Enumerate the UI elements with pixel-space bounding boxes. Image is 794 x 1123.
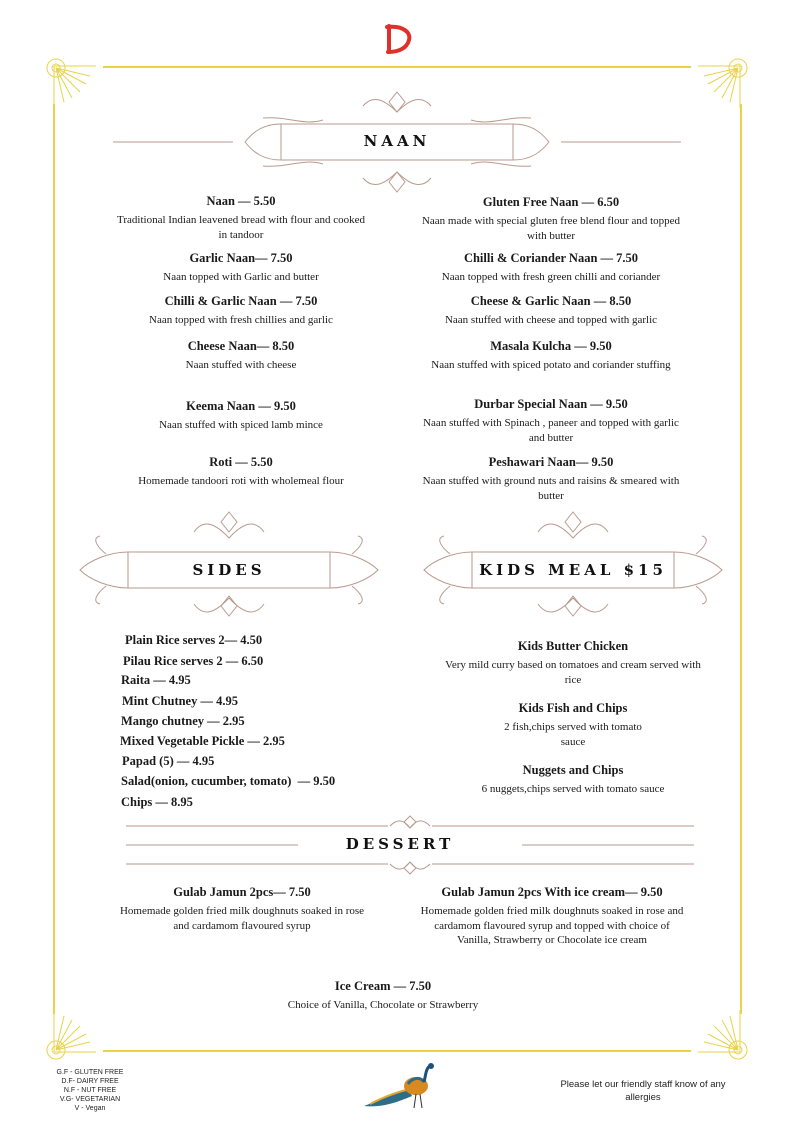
naan-item — [116, 455, 366, 489]
item-title: Cheese Naan— 8.50 — [187, 339, 295, 353]
item-title: Durbar Special Naan — 9.50 — [474, 397, 628, 411]
allergy-note: Please let our friendly staff know of any allergies — [560, 1079, 726, 1103]
corner-ornament-icon — [692, 1004, 748, 1060]
naan-item — [421, 195, 681, 243]
side-item: Papad (5) — 4.95 — [122, 754, 215, 768]
item-description: Naan stuffed with cheese — [185, 359, 297, 371]
item-title: Nuggets and Chips — [522, 763, 624, 777]
item-title: Gulab Jamun 2pcs— 7.50 — [173, 885, 311, 899]
naan-item — [116, 294, 366, 328]
item-title: Kids Fish and Chips — [518, 701, 628, 715]
item-title: Keema Naan — 9.50 — [186, 399, 296, 413]
restaurant-logo — [381, 22, 413, 56]
item-description: Homemade golden fried milk doughnuts soaked in rose and cardamom flavoured syrup and topped with choice of Vanilla, Strawberry or Chocolate ice cream — [420, 905, 684, 946]
sides-heading: SIDES — [192, 561, 266, 579]
naan-item — [421, 339, 681, 373]
item-description: Homemade golden fried milk doughnuts soaked in rose and cardamom flavoured syrup — [119, 905, 365, 932]
side-item: Pilau Rice serves 2 — 6.50 — [123, 654, 264, 668]
item-title: Cheese & Garlic Naan — 8.50 — [470, 294, 632, 308]
item-description: Naan stuffed with spiced potato and coriander stuffing — [431, 359, 671, 371]
side-item: Chips — 8.95 — [121, 795, 193, 809]
item-description: Naan topped with fresh chillies and garlic — [149, 314, 333, 326]
kids-item — [440, 639, 706, 687]
dessert-item — [418, 885, 686, 948]
legend-item: D.F- DAIRY FREE — [61, 1078, 119, 1085]
legend-item: V - Vegan — [74, 1105, 106, 1112]
legend-item: G.F - GLUTEN FREE — [56, 1069, 124, 1076]
item-description: Naan topped with Garlic and butter — [163, 271, 319, 283]
naan-item — [116, 194, 366, 242]
item-title: Gluten Free Naan — 6.50 — [482, 195, 620, 209]
corner-ornament-icon — [46, 1004, 102, 1060]
item-description: Naan made with special gluten free blend flour and topped with butter — [421, 215, 681, 242]
item-description: Naan stuffed with ground nuts and raisins & smeared with butter — [422, 475, 680, 502]
item-title: Gulab Jamun 2pcs With ice cream— 9.50 — [441, 885, 663, 899]
kids-heading: KIDS MEAL $15 — [479, 561, 667, 579]
side-item: Raita — 4.95 — [121, 673, 191, 687]
peacock-icon — [360, 1060, 444, 1112]
corner-ornament-icon — [46, 58, 102, 114]
item-description: Traditional Indian leavened bread with flour and cooked in tandoor — [117, 214, 365, 241]
item-description: Naan topped with fresh green chilli and coriander — [441, 271, 661, 283]
legend-item: N.F - NUT FREE — [63, 1087, 117, 1094]
item-title: Masala Kulcha — 9.50 — [490, 339, 612, 353]
item-description: Naan stuffed with cheese and topped with garlic — [444, 314, 658, 326]
item-description: 6 nuggets,chips served with tomato sauce — [481, 783, 665, 795]
side-item: Mixed Vegetable Pickle — 2.95 — [120, 734, 285, 748]
naan-item — [116, 339, 366, 373]
item-description: Homemade tandoori roti with wholemeal flour — [138, 475, 344, 487]
item-title: Ice Cream — 7.50 — [334, 979, 432, 993]
naan-heading: NAAN — [363, 132, 431, 150]
kids-item — [460, 763, 686, 797]
dessert-item — [116, 885, 368, 933]
item-title: Kids Butter Chicken — [517, 639, 629, 653]
side-item: Plain Rice serves 2— 4.50 — [125, 633, 263, 647]
item-title: Chilli & Coriander Naan — 7.50 — [463, 251, 639, 265]
side-item: Salad(onion, cucumber, tomato) — 9.50 — [121, 774, 336, 788]
naan-item — [421, 397, 681, 445]
item-title: Garlic Naan— 7.50 — [189, 251, 293, 265]
naan-item — [421, 251, 681, 285]
item-title: Chilli & Garlic Naan — 7.50 — [164, 294, 318, 308]
naan-item — [116, 399, 366, 433]
naan-item — [116, 251, 366, 285]
side-item: Mint Chutney — 4.95 — [122, 694, 238, 708]
naan-item — [421, 455, 681, 503]
item-description: Naan stuffed with Spinach , paneer and topped with garlic and butter — [423, 417, 679, 444]
dessert-item — [247, 979, 519, 1013]
item-title: Roti — 5.50 — [209, 455, 273, 469]
item-description: 2 fish,chips served with tomato sauce — [504, 721, 642, 748]
corner-ornament-icon — [692, 58, 748, 114]
legend-item: V.G- VEGETARIAN — [59, 1096, 121, 1103]
kids-item — [460, 701, 686, 749]
dessert-heading: DESSERT — [345, 835, 455, 853]
item-description: Naan stuffed with spiced lamb mince — [159, 419, 323, 431]
dietary-legend — [50, 1068, 130, 1113]
item-title: Peshawari Naan— 9.50 — [488, 455, 614, 469]
item-description: Very mild curry based on tomatoes and cream served with rice — [445, 659, 701, 686]
naan-item — [421, 294, 681, 328]
item-title: Naan — 5.50 — [206, 194, 276, 208]
side-item: Mango chutney — 2.95 — [121, 714, 245, 728]
item-description: Choice of Vanilla, Chocolate or Strawberry — [287, 999, 479, 1011]
